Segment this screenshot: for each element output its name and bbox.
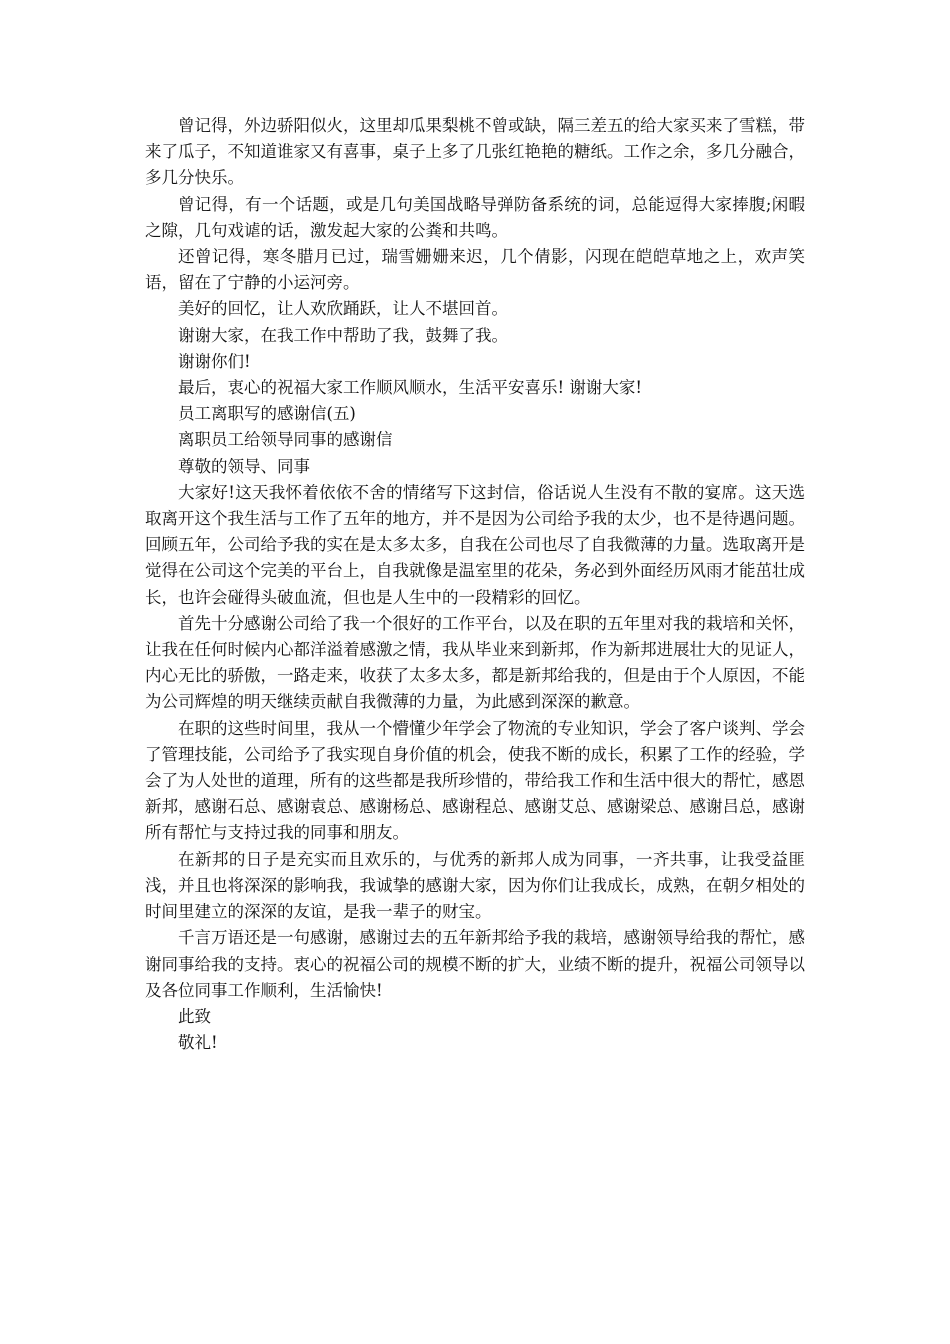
- paragraph-gratitude-company: 首先十分感谢公司给了我一个很好的工作平台，以及在职的五年里对我的栽培和关怀，让我在任何时候内心都洋溢着感激之情，我从毕业来到新邦，作为新邦进展壮大的见证人，内心无比的骄傲，一路走来，收获了太多太多，都是新邦给我的，但是由于个人原因，不能为公司辉煌的明天继续贡献自我微薄的力量，为此感到深深的歉意。: [145, 613, 805, 712]
- letter-title: 离职员工给领导同事的感谢信: [178, 430, 393, 450]
- paragraph-thank-you: 谢谢你们!: [178, 351, 251, 371]
- closing-jing-li: 敬礼!: [178, 1033, 218, 1053]
- paragraph-good-memories: 美好的回忆，让人欢欣踊跃，让人不堪回首。: [178, 299, 508, 319]
- paragraph-memory-winter: 还曾记得，寒冬腊月已过，瑞雪姗姗来迟，几个倩影，闪现在皑皑草地之上，欢声笑语，留在了宁静的小运河旁。: [145, 247, 805, 293]
- paragraph-greeting: 大家好!这天我怀着依依不舍的情绪写下这封信，俗话说人生没有不散的宴席。这天选取离开这个我生活与工作了五年的地方，并不是因为公司给予我的太少，也不是待遇问题。回顾五年，公司给予我的实在是太多太多，自我在公司也尽了自我微薄的力量。选取离开是觉得在公司这个完美的平台上，自我就像是温室里的花朵，务必到外面经历风雨才能茁壮成长，也许会碰得头破血流，但也是人生中的一段精彩的回忆。: [145, 482, 805, 607]
- letter-salutation: 尊敬的领导、同事: [178, 456, 310, 476]
- section-heading: 员工离职写的感谢信(五): [178, 404, 356, 424]
- paragraph-growth: 在职的这些时间里，我从一个懵懂少年学会了物流的专业知识，学会了客户谈判、学会了管理技能，公司给予了我实现自身价值的机会，使我不断的成长，积累了工作的经验，学会了为人处世的道理，所有的这些都是我所珍惜的，带给我工作和生活中很大的帮忙，感恩新邦，感谢石总、感谢袁总、感谢杨总、感谢程总、感谢艾总、感谢梁总、感谢吕总，感谢所有帮忙与支持过我的同事和朋友。: [145, 718, 805, 843]
- paragraph-memory-summer: 曾记得，外边骄阳似火，这里却瓜果梨桃不曾或缺，隔三差五的给大家买来了雪糕，带来了瓜子，不知道谁家又有喜事，桌子上多了几张红艳艳的糖纸。工作之余，多几分融合，多几分快乐。: [145, 116, 805, 188]
- paragraph-final-wishes: 最后，衷心的祝福大家工作顺风顺水，生活平安喜乐! 谢谢大家!: [178, 378, 643, 398]
- document-body: [145, 113, 805, 1056]
- paragraph-closing-thanks: 千言万语还是一句感谢，感谢过去的五年新邦给予我的栽培，感谢领导给我的帮忙，感谢同事给我的支持。衷心的祝福公司的规模不断的扩大，业绩不断的提升，祝福公司领导以及各位同事工作顺利，生活愉快!: [145, 928, 805, 1000]
- paragraph-memory-topic: 曾记得，有一个话题，或是几句美国战略导弹防备系统的词，总能逗得大家捧腹;闲暇之隙，几句戏谑的话，激发起大家的公粪和共鸣。: [145, 194, 805, 240]
- paragraph-colleagues: 在新邦的日子是充实而且欢乐的，与优秀的新邦人成为同事，一齐共事，让我受益匪浅，并且也将深深的影响我，我诚挚的感谢大家，因为你们让我成长，成熟，在朝夕相处的时间里建立的深深的友谊，是我一辈子的财宝。: [145, 849, 805, 922]
- paragraph-thanks-help: 谢谢大家，在我工作中帮助了我，鼓舞了我。: [178, 325, 508, 345]
- closing-ci-zhi: 此致: [178, 1006, 211, 1026]
